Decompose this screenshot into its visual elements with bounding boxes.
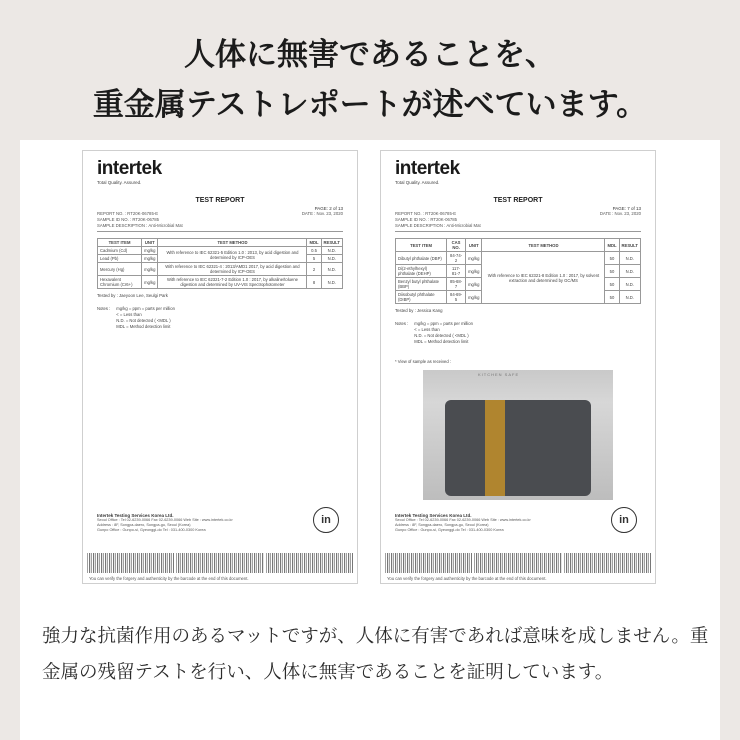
address-line: Seoul Office : Tel 02-6239-0066 Fax 02-6239-0066 Web Site : www.intertek.co.kr — [395, 518, 531, 522]
cell-item: Benzyl butyl phthalate (BBP) — [396, 278, 447, 291]
cell-item: Di(2-ethylhexyl) phthalate (DEHP) — [396, 265, 447, 278]
note-line: MDL = Method detection limit — [414, 339, 469, 344]
note-line: mg/kg = ppm = parts per million — [116, 306, 175, 311]
col-test-method: TEST METHOD — [158, 239, 307, 247]
cell-method: With reference to IEC 62321-4 : 2013/AMD1 2017, by acid digestion and determined by ICP-OES — [158, 263, 307, 276]
cell-method: With reference to IEC 62321-8 Edition 1.0 : 2017, by solvent extraction and determined by GC/MS — [482, 252, 605, 304]
notes-label: Notes : — [97, 306, 111, 311]
table-row — [98, 276, 343, 289]
cell-mdl: 50 — [605, 265, 619, 278]
cell-mdl: 5 — [307, 255, 321, 263]
sample-description: SAMPLE DESCRIPTION : Anti-Microbial Mat — [97, 223, 183, 228]
intertek-seal-icon: in — [611, 507, 637, 533]
address-line: Address : 8F, Songpa-daero, Songpa-gu, Seoul (Korea) — [395, 523, 489, 527]
cell-unit: mg/kg — [142, 255, 158, 263]
cell-unit: mg/kg — [466, 252, 482, 265]
headline — [0, 30, 740, 130]
address-line: Address : 8F, Songpa-daero, Songpa-gu, Seoul (Korea) — [97, 523, 191, 527]
tested-by: Tested by : Jessica Kang — [395, 308, 443, 313]
results-table — [395, 238, 641, 304]
note-line: < = Less than — [414, 327, 440, 332]
cell-result: N.D. — [321, 247, 342, 255]
tested-by: Tested by : Jaeyoon Lee, Seulgi Park — [97, 293, 168, 298]
report-footer — [97, 513, 343, 533]
company-name: Intertek Testing Services Korea Ltd. — [97, 513, 174, 518]
col-mdl: MDL — [605, 239, 619, 252]
note-line: N.D. = Not detected ( <MDL ) — [414, 333, 469, 338]
report-no: REPORT NO. : RT20K-06785-E — [395, 211, 457, 216]
note-line: N.D. = Not detected ( <MDL ) — [116, 318, 171, 323]
headline-line-2: 重金属テストレポートが述べています。 — [92, 87, 648, 123]
cell-item: Mercury (Hg) — [98, 263, 142, 276]
intertek-seal-icon: in — [313, 507, 339, 533]
col-result: RESULT — [619, 239, 640, 252]
cell-item: Diisobutyl phthalate (DIBP) — [396, 291, 447, 304]
cell-item: Hexavalent Chromium (Cr6+) — [98, 276, 142, 289]
barcode-strip — [385, 553, 651, 573]
headline-line-1: 人体に無害であることを、 — [184, 37, 556, 73]
notes-label: Notes : — [395, 321, 409, 326]
cell-method: With reference to IEC 62321-5 Edition 1.0 : 2013, by acid digestion and determined by ICP-OES — [158, 247, 307, 263]
col-unit: UNIT — [466, 239, 482, 252]
cell-mdl: 50 — [605, 278, 619, 291]
logo-tagline: Total Quality. Assured. — [395, 180, 440, 185]
mat-edge-text: KITCHEN SAFE — [478, 372, 520, 377]
cell-method: With reference to IEC 62321-7-2 Edition 1.0 : 2017, by alkaline/toluene digestion and determined by UV-VIS Spectrophotometer — [158, 276, 307, 289]
cell-mdl: 2 — [307, 263, 321, 276]
cell-cas: 84-74-2 — [447, 252, 466, 265]
address-line: Gunpo Office : Gunpo-si, Gyeonggi-do Tel : 031-400-0300 Korea — [97, 528, 206, 532]
cell-mdl: 8 — [307, 276, 321, 289]
cell-unit: mg/kg — [142, 276, 158, 289]
verify-note: You can verify the forgery and authenticity by the barcode at the end of this document. — [387, 576, 547, 581]
cell-unit: mg/kg — [142, 263, 158, 276]
report-meta — [395, 211, 641, 232]
cell-cas: 117-81-7 — [447, 265, 466, 278]
col-cas-no: CAS NO. — [447, 239, 466, 252]
cell-cas: 84-69-5 — [447, 291, 466, 304]
cell-mdl: 0.5 — [307, 247, 321, 255]
table-header-row — [98, 239, 343, 247]
mat-strip — [485, 400, 505, 496]
test-report-heavy-metals — [82, 150, 358, 584]
barcode-strip — [87, 553, 353, 573]
col-unit: UNIT — [142, 239, 158, 247]
sample-description: SAMPLE DESCRIPTION : Anti-Microbial Mat — [395, 223, 481, 228]
notes — [97, 306, 343, 330]
cell-result: N.D. — [619, 252, 640, 265]
cell-result: N.D. — [321, 276, 342, 289]
report-date: DATE : Nov. 23, 2020 — [301, 211, 343, 216]
intertek-logo: intertek — [97, 158, 162, 179]
report-footer — [395, 513, 641, 533]
cell-result: N.D. — [321, 255, 342, 263]
table-row — [98, 263, 343, 276]
cell-unit: mg/kg — [466, 278, 482, 291]
cell-item: Cadmium (Cd) — [98, 247, 142, 255]
col-mdl: MDL — [307, 239, 321, 247]
table-row — [98, 247, 343, 255]
address-line: Seoul Office : Tel 02-6239-0066 Fax 02-6239-0066 Web Site : www.intertek.co.kr — [97, 518, 233, 522]
page-number: PAGE: 7 of 13 — [612, 206, 641, 211]
cell-unit: mg/kg — [466, 291, 482, 304]
note-line: < = Less than — [116, 312, 142, 317]
results-table — [97, 238, 343, 289]
note-line: MDL = Method detection limit — [116, 324, 171, 329]
address-line: Gunpo Office : Gunpo-si, Gyeonggi-do Tel : 031-400-0300 Korea — [395, 528, 504, 532]
page-number: PAGE: 2 of 13 — [314, 206, 343, 211]
intertek-logo: intertek — [395, 158, 460, 179]
col-test-method: TEST METHOD — [482, 239, 605, 252]
report-meta — [97, 211, 343, 232]
report-title: TEST REPORT — [195, 197, 245, 204]
mat-image — [445, 400, 591, 496]
table-row — [396, 252, 641, 265]
cell-result: N.D. — [321, 263, 342, 276]
cell-item: Dibutyl phthalate (DBP) — [396, 252, 447, 265]
cell-cas: 85-68-7 — [447, 278, 466, 291]
col-test-item: TEST ITEM — [98, 239, 142, 247]
sample-id: SAMPLE ID NO. : RT20K-06785 — [395, 217, 458, 222]
sample-photo — [423, 370, 613, 500]
note-line: mg/kg = ppm = parts per million — [414, 321, 473, 326]
cell-result: N.D. — [619, 265, 640, 278]
description-text: 強力な抗菌作用のあるマットですが、人体に有害であれば意味を成しません。重金属の残留テストを行い、人体に無害であることを証明しています。 — [42, 626, 709, 683]
cell-unit: mg/kg — [142, 247, 158, 255]
sample-id: SAMPLE ID NO. : RT20K-06785 — [97, 217, 160, 222]
report-title: TEST REPORT — [493, 197, 543, 204]
test-report-phthalates — [380, 150, 656, 584]
logo-tagline: Total Quality. Assured. — [97, 180, 142, 185]
report-no: REPORT NO. : RT20K-06785-E — [97, 211, 159, 216]
cell-mdl: 50 — [605, 252, 619, 265]
col-test-item: TEST ITEM — [396, 239, 447, 252]
col-result: RESULT — [321, 239, 342, 247]
cell-item: Lead (Pb) — [98, 255, 142, 263]
cell-result: N.D. — [619, 278, 640, 291]
report-date: DATE : Nov. 23, 2020 — [599, 211, 641, 216]
company-name: Intertek Testing Services Korea Ltd. — [395, 513, 472, 518]
table-header-row — [396, 239, 641, 252]
notes — [395, 321, 641, 345]
cell-unit: mg/kg — [466, 265, 482, 278]
sample-photo-label: * View of sample as received : — [395, 359, 452, 364]
verify-note: You can verify the forgery and authenticity by the barcode at the end of this document. — [89, 576, 249, 581]
cell-mdl: 50 — [605, 291, 619, 304]
cell-result: N.D. — [619, 291, 640, 304]
